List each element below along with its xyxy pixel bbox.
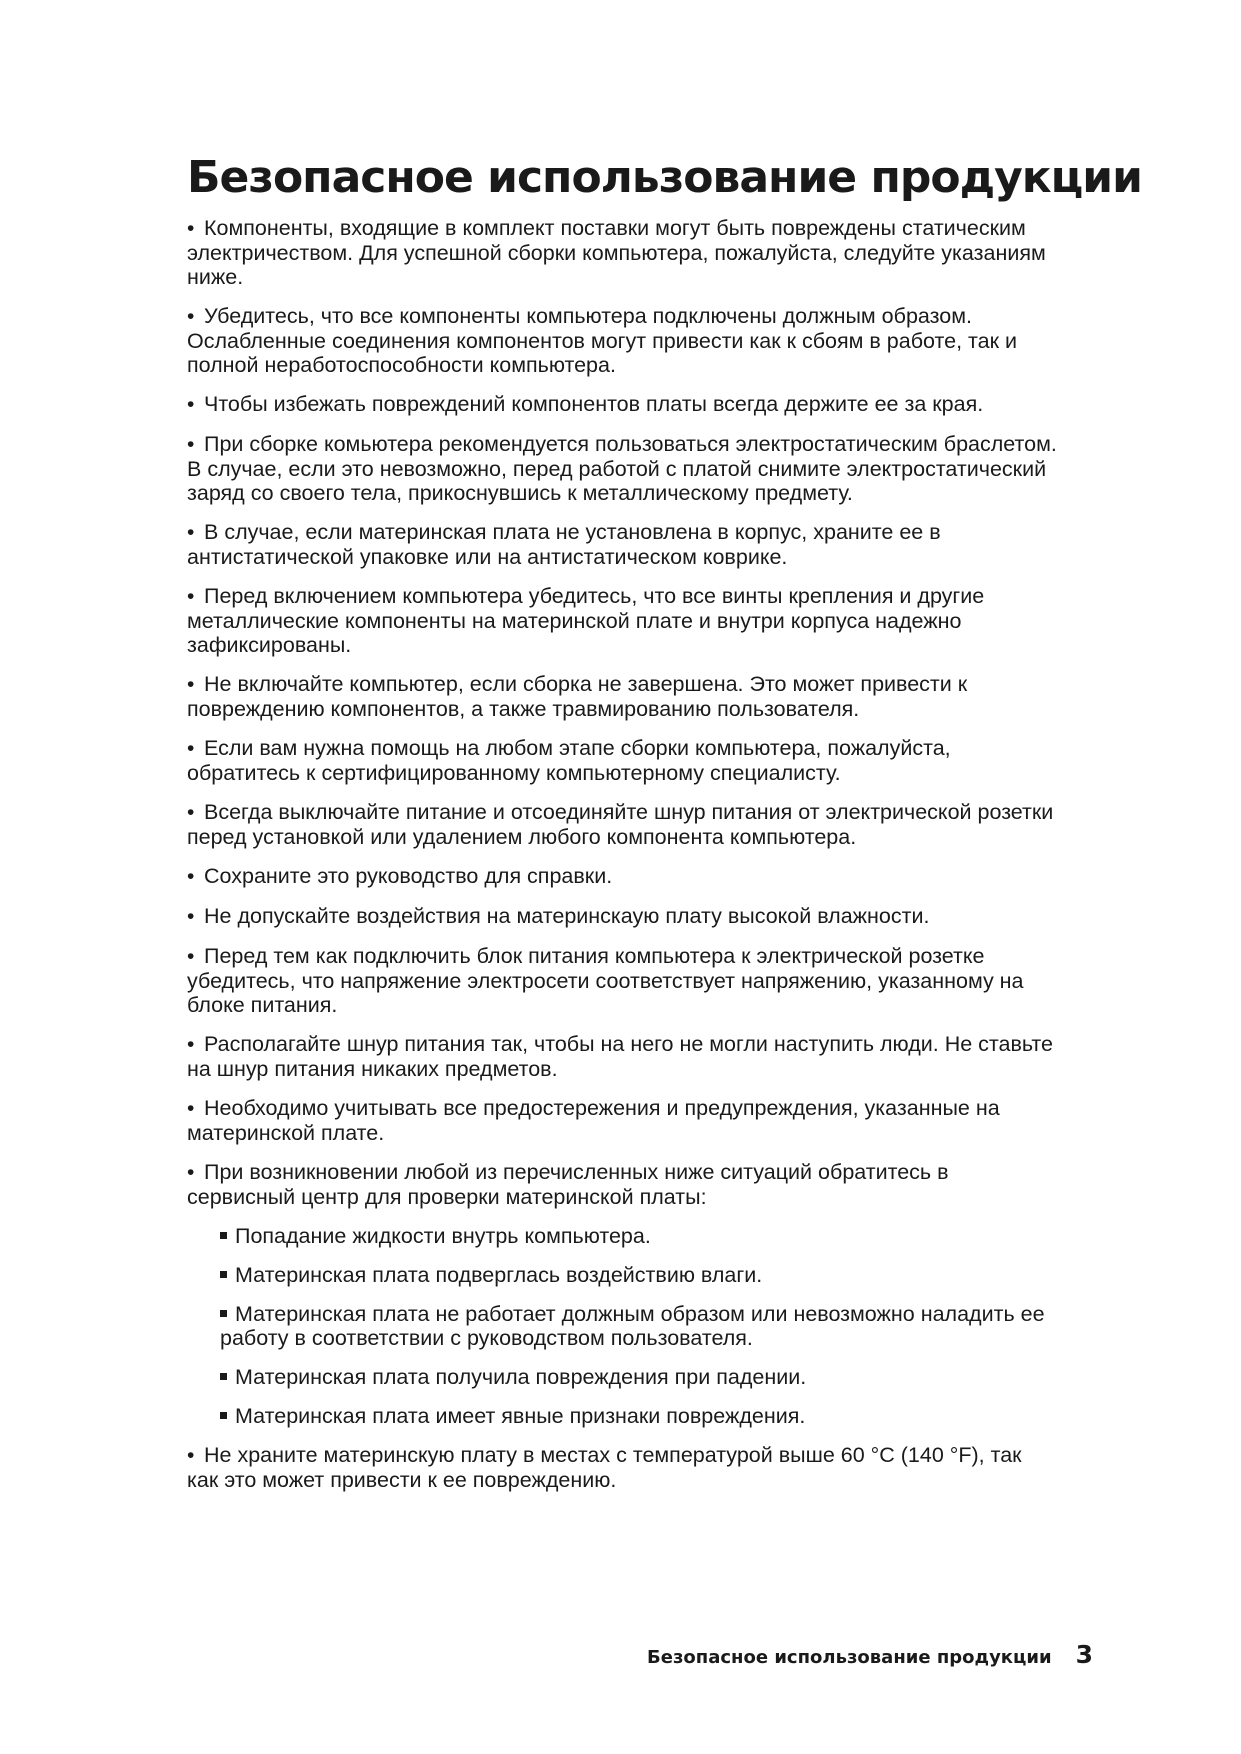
list-item-text: В случае, если материнская плата не установлена в корпус, храните ее в антистатической упаковке или на антистатическом коврике. bbox=[187, 520, 941, 569]
sub-list-item bbox=[220, 1365, 1057, 1389]
page-number: 3 bbox=[1075, 1640, 1093, 1669]
list-item-text: Перед включением компьютера убедитесь, что все винты крепления и другие металлические компоненты на материнской плате и внутри корпуса надежно зафиксированы. bbox=[187, 584, 985, 657]
list-item bbox=[187, 1443, 1057, 1492]
sub-list-item bbox=[220, 1404, 1057, 1428]
list-item-text: Компоненты, входящие в комплект поставки могут быть повреждены статическим электричеством. Для успешной сборки компьютера, пожалуйста, следуйте указаниям ниже. bbox=[187, 216, 1046, 289]
safety-list-end bbox=[187, 1443, 1057, 1492]
bullet-icon: • bbox=[187, 305, 195, 328]
sub-list-item-text: Материнская плата подверглась воздействию влаги. bbox=[235, 1263, 763, 1287]
bullet-icon: • bbox=[187, 1097, 195, 1120]
list-item bbox=[187, 304, 1057, 377]
list-item-text: При сборке комьютера рекомендуется пользоваться электростатическим браслетом. В случае, если это невозможно, перед работой с платой снимите электростатический заряд со своего тела, прикоснувшись к металлическому предмету. bbox=[187, 432, 1057, 505]
list-item bbox=[187, 800, 1057, 849]
page-title: Безопасное использование продукции bbox=[187, 152, 1142, 203]
page-content bbox=[187, 150, 1142, 1507]
bullet-icon: • bbox=[187, 1444, 195, 1467]
square-bullet-icon bbox=[220, 1232, 227, 1239]
list-item bbox=[187, 736, 1057, 785]
list-item-text: Необходимо учитывать все предостережения и предупреждения, указанные на материнской плате. bbox=[187, 1096, 1000, 1145]
page-footer bbox=[647, 1640, 1093, 1669]
bullet-icon: • bbox=[187, 865, 195, 888]
list-item bbox=[187, 520, 1057, 569]
square-bullet-icon bbox=[220, 1310, 227, 1317]
bullet-icon: • bbox=[187, 801, 195, 824]
sub-list-item-text: Материнская плата получила повреждения при падении. bbox=[235, 1365, 807, 1389]
bullet-icon: • bbox=[187, 217, 195, 240]
list-item-text: Если вам нужна помощь на любом этапе сборки компьютера, пожалуйста, обратитесь к сертифицированному компьютерному специалисту. bbox=[187, 736, 951, 785]
service-situations-list bbox=[187, 1224, 1057, 1428]
bullet-icon: • bbox=[187, 585, 195, 608]
safety-list bbox=[187, 216, 1057, 1209]
sub-list-item bbox=[220, 1263, 1057, 1287]
square-bullet-icon bbox=[220, 1373, 227, 1380]
list-item bbox=[187, 944, 1057, 1017]
list-item-text: Не допускайте воздействия на материнскаую плату высокой влажности. bbox=[204, 904, 930, 928]
bullet-icon: • bbox=[187, 433, 195, 456]
list-item bbox=[187, 864, 1057, 889]
list-item-text: Всегда выключайте питание и отсоединяйте шнур питания от электрической розетки перед установкой или удалением любого компонента компьютера. bbox=[187, 800, 1054, 849]
bullet-icon: • bbox=[187, 737, 195, 760]
bullet-icon: • bbox=[187, 1033, 195, 1056]
list-item bbox=[187, 584, 1057, 657]
list-item-text: Сохраните это руководство для справки. bbox=[204, 864, 613, 888]
list-item bbox=[187, 216, 1057, 289]
list-item-text: Не включайте компьютер, если сборка не завершена. Это может привести к повреждению компонентов, а также травмированию пользователя. bbox=[187, 672, 968, 721]
list-item bbox=[187, 392, 1057, 417]
bullet-icon: • bbox=[187, 521, 195, 544]
sub-list-item bbox=[220, 1224, 1057, 1248]
list-item-text: Чтобы избежать повреждений компонентов платы всегда держите ее за края. bbox=[204, 392, 984, 416]
bullet-icon: • bbox=[187, 393, 195, 416]
sub-list-item-text: Материнская плата имеет явные признаки повреждения. bbox=[235, 1404, 806, 1428]
list-item bbox=[187, 904, 1057, 929]
list-item bbox=[187, 1160, 1057, 1209]
square-bullet-icon bbox=[220, 1412, 227, 1419]
list-item-text: Располагайте шнур питания так, чтобы на него не могли наступить люди. Не ставьте на шнур питания никаких предметов. bbox=[187, 1032, 1053, 1081]
list-item-text: Убедитесь, что все компоненты компьютера подключены должным образом. Ослабленные соединения компонентов могут привести как к сбоям в работе, так и полной неработоспособности компьютера. bbox=[187, 304, 1017, 377]
sub-list-item-text: Попадание жидкости внутрь компьютера. bbox=[235, 1224, 651, 1248]
sub-list-item-text: Материнская плата не работает должным образом или невозможно наладить ее работу в соответствии с руководством пользователя. bbox=[220, 1302, 1045, 1350]
list-item-text: При возникновении любой из перечисленных ниже ситуаций обратитесь в сервисный центр для проверки материнской платы: bbox=[187, 1160, 949, 1209]
square-bullet-icon bbox=[220, 1271, 227, 1278]
list-item bbox=[187, 432, 1057, 505]
bullet-icon: • bbox=[187, 1161, 195, 1184]
bullet-icon: • bbox=[187, 905, 195, 928]
list-item-text: Перед тем как подключить блок питания компьютера к электрической розетке убедитесь, что напряжение электросети соответствует напряжению, указанному на блоке питания. bbox=[187, 944, 1024, 1017]
list-item bbox=[187, 1032, 1057, 1081]
footer-section-title: Безопасное использование продукции bbox=[647, 1647, 1052, 1668]
sub-list-item bbox=[220, 1302, 1057, 1350]
list-item bbox=[187, 1096, 1057, 1145]
bullet-icon: • bbox=[187, 945, 195, 968]
bullet-icon: • bbox=[187, 673, 195, 696]
list-item bbox=[187, 672, 1057, 721]
list-item-text: Не храните материнскую плату в местах с температурой выше 60 °C (140 °F), так как это может привести к ее повреждению. bbox=[187, 1443, 1022, 1492]
